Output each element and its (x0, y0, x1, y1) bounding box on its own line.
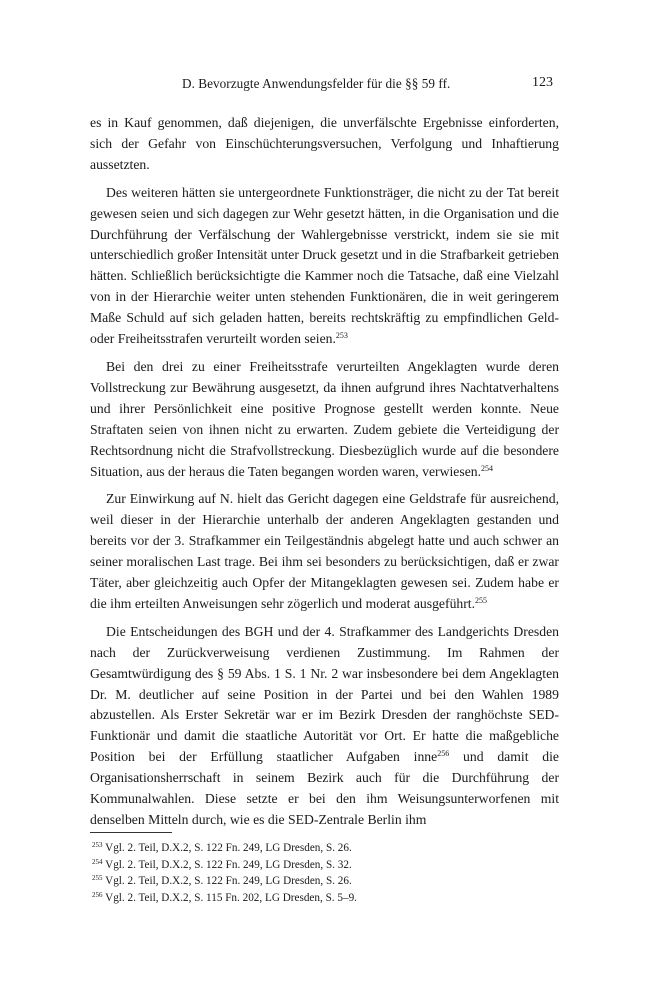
paragraph-text: es in Kauf genommen, daß diejenigen, die unverfälschte Ergebnisse einforderten, sich der Gefahr von Einschüchterungsversuchen, Verfolgung und Inhaftierung aussetzten. (90, 115, 559, 172)
paragraph-text: Bei den drei zu einer Freiheitsstrafe verurteilten Angeklagten wurde deren Vollstreckung zur Bewährung ausgesetzt, da ihnen aufgrund ihres Nachtatverhaltens und ihrer Persönlichkeit eine positive Prognose gestellt werden konnte. Neue Straftaten seien von ihnen nicht zu erwarten. Zudem gebiete die Verteidigung der Rechtsordnung nicht die Strafvollstreckung. Diesbezüglich wurde auf die besondere Situation, aus der heraus die Taten begangen worden waren, verwiesen. (90, 358, 559, 479)
footnote-text: Vgl. 2. Teil, D.X.2, S. 122 Fn. 249, LG Dresden, S. 26. (105, 875, 352, 888)
footnote-ref[interactable]: 253 (335, 331, 348, 341)
footnote (92, 840, 552, 857)
paragraph (90, 183, 559, 350)
paragraph (90, 357, 559, 482)
footnote-ref[interactable]: 255 (475, 595, 488, 605)
body-text (90, 113, 559, 838)
footnote-text: Vgl. 2. Teil, D.X.2, S. 115 Fn. 202, LG Dresden, S. 5–9. (105, 891, 357, 904)
footnote-text: Vgl. 2. Teil, D.X.2, S. 122 Fn. 249, LG Dresden, S. 26. (105, 842, 352, 854)
footnote (92, 873, 552, 890)
paragraph-text: Des weiteren hätten sie untergeordnete Funktionsträger, die nicht zu der Tat bereit gewesen seien und sich dagegen zur Wehr gesetzt hätten, in die Organisation und die Durchführung der Verfälschung der Wahlergebnisse verstrickt, indem sie sie mit unterschiedlich großer Intensität unter Druck gesetzt und in die Strafbarkeit getrieben hätten. Schließlich berücksichtigte die Kammer noch die Tatsache, daß eine Vielzahl von in der Hierarchie weiter unten stehenden Funktionären, die in weit geringerem Maße Schuld auf sich geladen hatten, bereits rechtskräftig zu empfindlichen Geld- oder Freiheitsstrafen verurteilt worden seien. (90, 184, 559, 347)
paragraph (90, 113, 559, 176)
paragraph-text: Zur Einwirkung auf N. hielt das Gericht dagegen eine Geldstrafe für ausreichend, weil dieser in der Hierarchie unterhalb der anderen Angeklagten gestanden und bereits vor der 3. Strafkammer ein Teilgeständnis abgelegt hatte und auch schwer an seiner moralischen Last trage. Bei ihm sei besonders zu berücksichtigen, daß er zwar Täter, aber gleichzeitig auch Opfer der Mitangeklagten gewesen sei. Zudem habe er die ihm erteilten Anweisungen sehr zögerlich und moderat ausgeführt. (90, 491, 559, 611)
paragraph (90, 489, 559, 614)
paragraph-text: Die Entscheidungen des BGH und der 4. Strafkammer des Landgerichts Dresden nach der Zurückverweisung verdienen Zustimmung. Im Rahmen der Gesamtwürdigung des § 59 Abs. 1 S. 1 Nr. 2 war insbesondere bei dem Angeklagten Dr. M. deutlicher auf seine Position in der Partei und bei den Wahlen 1989 abzustellen. Als Erster Sekretär war er im Bezirk Dresden der ranghöchste SED-Funktionär und damit die staatliche Autorität vor Ort. Er hatte die maßgebliche Position bei der Erfüllung staatlicher Aufgaben inne (90, 623, 559, 765)
footnote-divider (90, 832, 172, 833)
paragraph (90, 622, 559, 831)
footnote-number: 255 (92, 874, 103, 883)
running-header (90, 76, 559, 96)
footnote-number: 256 (92, 890, 103, 899)
footnote-number: 253 (92, 841, 103, 849)
paragraph-text: und damit die Organisationsherrschaft in seinem Bezirk auch für die Durchführung der Kommunalwahlen. Diese setzte er bei den ihm Weisungsunterworfenen mit denselben Mitteln durch, wie es die SED-Zentrale Berlin ihm (90, 749, 559, 827)
footnotes (92, 840, 552, 906)
running-header-title: D. Bevorzugte Anwendungsfelder für die §§ 59 ff. (182, 76, 451, 91)
footnote-text: Vgl. 2. Teil, D.X.2, S. 122 Fn. 249, LG Dresden, S. 32. (105, 858, 352, 871)
page-number: 123 (532, 75, 553, 90)
footnote-ref[interactable]: 256 (437, 749, 450, 759)
footnote-ref[interactable]: 254 (481, 463, 494, 473)
footnote (92, 890, 552, 907)
footnote-number: 254 (92, 857, 103, 866)
footnote (92, 857, 552, 874)
